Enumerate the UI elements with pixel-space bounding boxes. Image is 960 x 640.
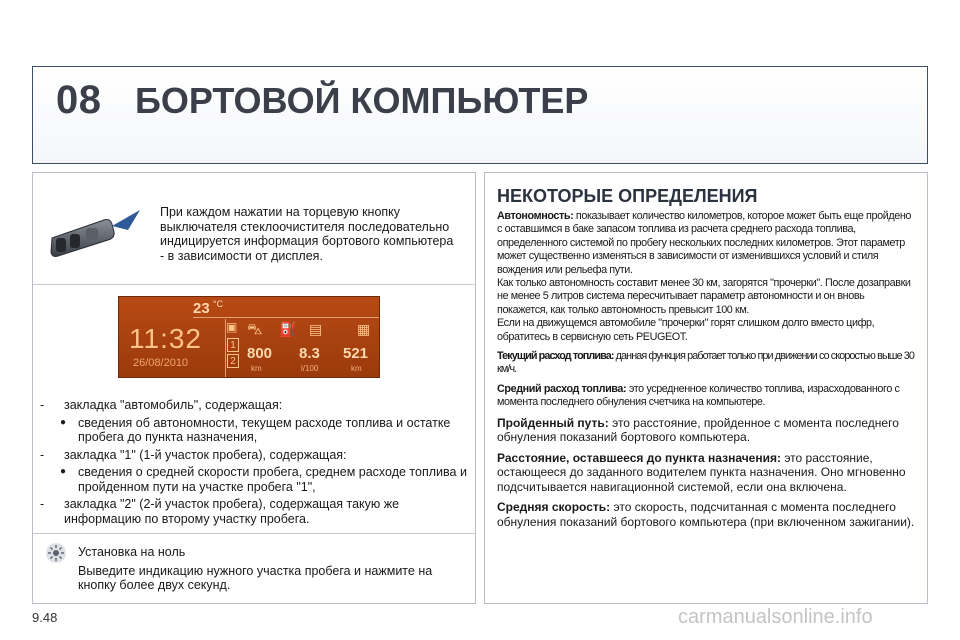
- car-tab-icon: ▣: [226, 320, 238, 334]
- display-line: [193, 317, 379, 318]
- list-item: - закладка "2" (2-й участок пробега), содержащая такую же информацию по второму участку пробега.: [40, 497, 400, 526]
- temperature-value: 23: [193, 300, 210, 317]
- list-item: - закладка "автомобиль", содержащая:: [40, 398, 283, 412]
- list-item: ● сведения об автономности, текущем расходе топлива и остатке пробега до пункта назначения,: [60, 415, 451, 444]
- chapter-title: БОРТОВОЙ КОМПЬЮТЕР: [135, 80, 589, 121]
- average-speed-definition: Средняя скорость: это скорость, подсчитанная с момента последнего обнуления показаний бортового компьютера (при включенном зажигании).: [497, 500, 915, 529]
- clock: 11:32: [129, 323, 202, 354]
- distance-value: 521: [343, 345, 369, 362]
- reset-section: [78, 545, 468, 593]
- temperature-unit: °C: [213, 299, 224, 309]
- destination-distance-definition: Расстояние, оставшееся до пункта назначения: это расстояние, остающееся до заданного водителем пункта назначения. Оно мгновенно подсчитывается навигационной системой, если она включена.: [497, 450, 906, 494]
- tab-1[interactable]: 1: [227, 338, 239, 352]
- chapter-number: 08: [56, 78, 102, 122]
- checkered-flag-icon: ▦: [357, 321, 371, 337]
- page-number: 9.48: [32, 610, 58, 625]
- consumption-value: 8.3: [299, 345, 320, 362]
- fuel-pump-icon: ⛽: [279, 321, 297, 337]
- definitions-title: НЕКОТОРЫЕ ОПРЕДЕЛЕНИЯ: [497, 186, 758, 206]
- current-consumption-definition: Текущий расход топлива: данная функция работает только при движении со скоростью выше 30 км/ч.: [497, 350, 914, 376]
- reset-title: Установка на ноль: [78, 545, 186, 559]
- average-consumption-definition: Средний расход топлива: это усредненное количество топлива, израсходованного с момента последнего обнуления счетчика на компьютере.: [497, 382, 900, 409]
- tab-list: [40, 398, 470, 529]
- list-item: - закладка "1" (1-й участок пробега), содержащая:: [40, 447, 347, 462]
- tab-2[interactable]: 2: [227, 354, 239, 368]
- autonomy-definition: Автономность: показывает количество километров, которое может быть еще пройдено с оставшимся в баке запасом топлива из расчета среднего расхода топлива, определенного системой по пробегу нескольких последних километров. Этот параметр может существенно изменяться в зависимости от изменившихся условий и стиля вождения или рельефа пути. Как только автономность составит менее 30 км, загорятся "прочерки". После дозаправки не менее 5 литров система пересчитывает параметр автономности и он вновь покажется, как только автономность превысит 100 км. Если на движущемся автомобиле "прочерки" горят слишком долго вместо цифр, обратитесь в сервисную сеть PEUGEOT.: [497, 210, 912, 343]
- reset-icon: [46, 543, 66, 563]
- distance-unit: km: [351, 364, 362, 373]
- consumption-unit: l/100: [301, 364, 319, 373]
- distance-definition: Пройденный путь: это расстояние, пройденное с момента последнего обнуления показаний бортового компьютера.: [497, 415, 899, 445]
- fuel-can-icon: ▤: [309, 321, 323, 337]
- range-value: 800: [247, 345, 273, 362]
- wiper-stalk-icon: [48, 208, 144, 260]
- watermark: carmanualsonline.info: [678, 606, 873, 628]
- range-unit: km: [251, 364, 262, 373]
- intro-text: При каждом нажатии на торцевую кнопку выключателя стеклоочистителя последовательно индицируется информация бортового компьютера - в зависимости от дисплея.: [160, 205, 454, 263]
- divider: [33, 284, 475, 285]
- date: 26/08/2010: [133, 357, 189, 369]
- reset-text: Выведите индикацию нужного участка пробега и нажмите на кнопку более двух секунд.: [78, 563, 433, 592]
- onboard-display: [118, 296, 380, 378]
- list-item: ● сведения о средней скорости пробега, среднем расходе топлива и пройденном пути на участке пробега "1",: [60, 465, 467, 494]
- car-icon: ⛍: [247, 321, 263, 338]
- divider: [33, 533, 475, 534]
- definitions-body: [497, 210, 915, 535]
